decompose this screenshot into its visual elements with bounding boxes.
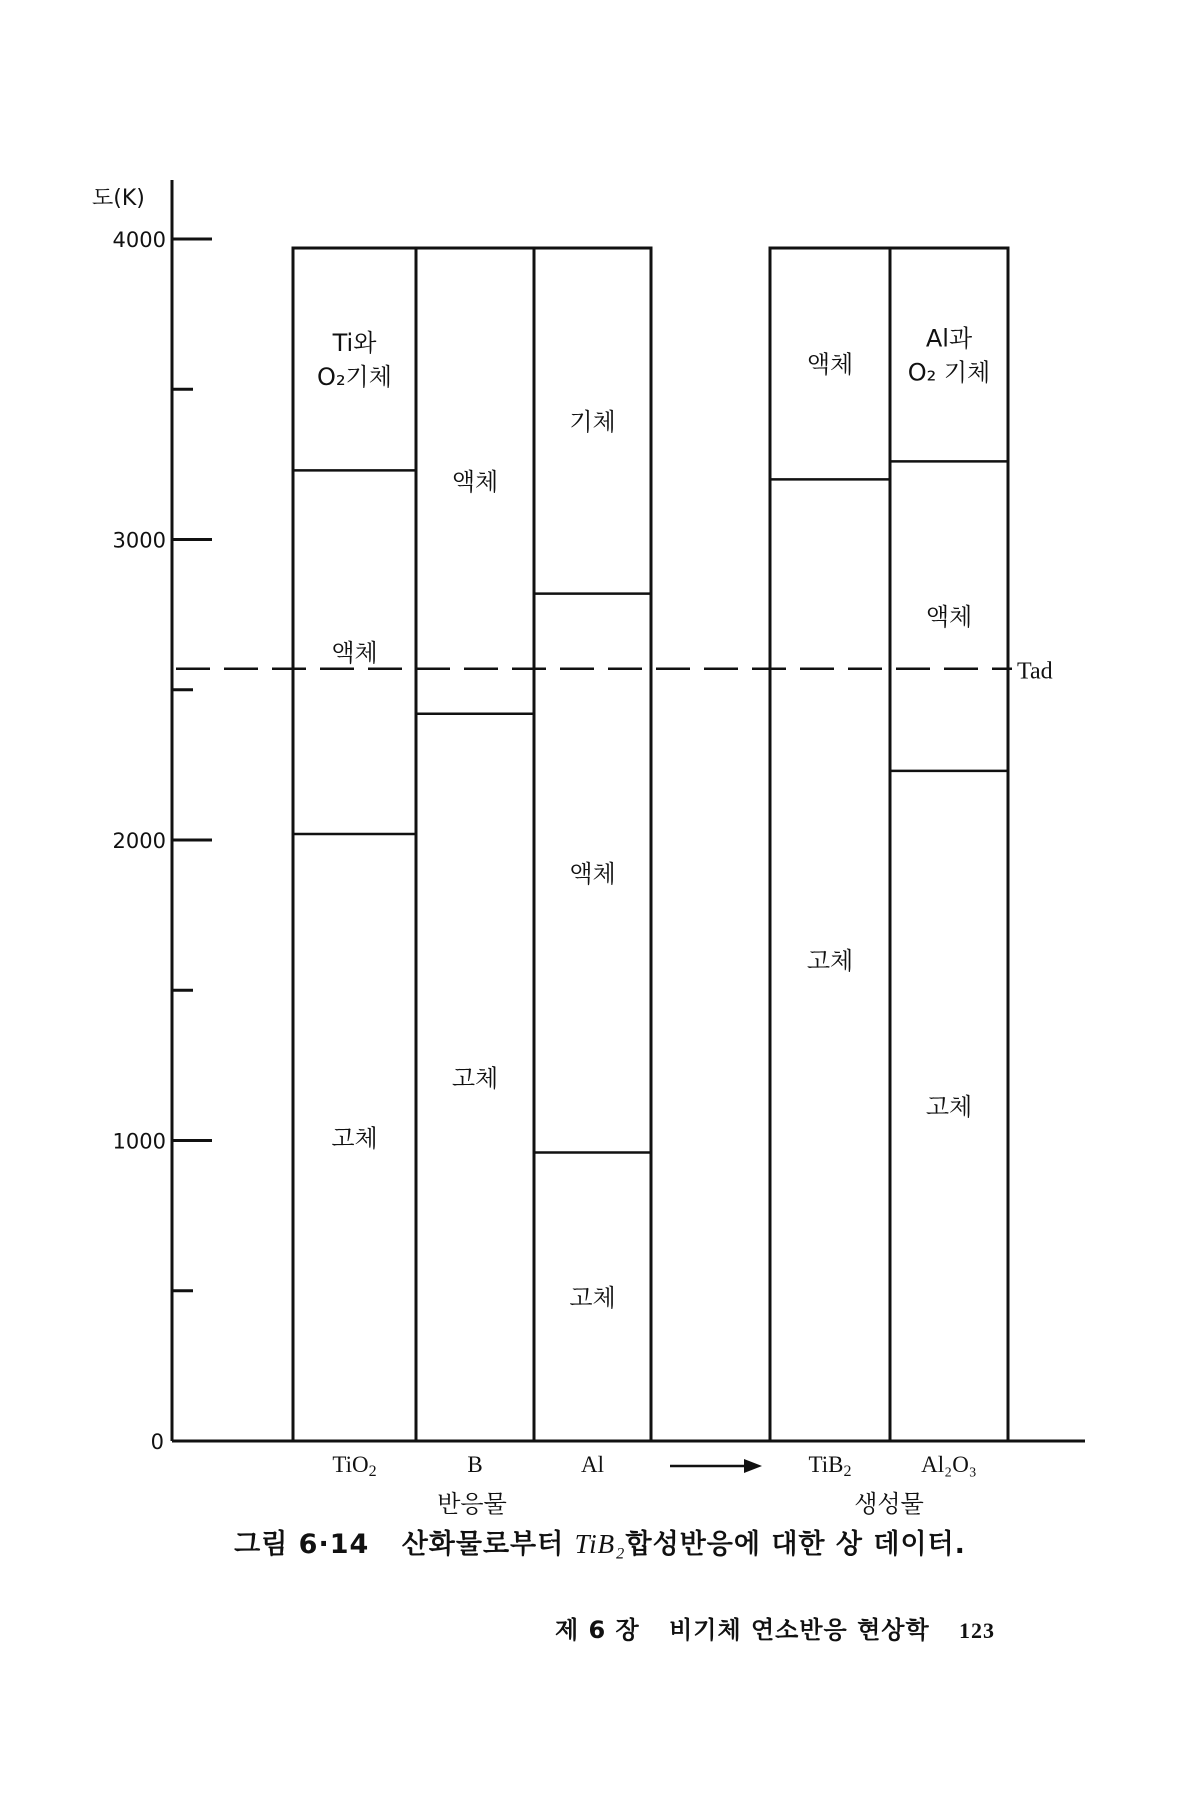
running-head [535, 1610, 995, 1645]
reference-line-label: Tad [1017, 658, 1053, 685]
y-tick-label: 0 [150, 1430, 164, 1454]
phase-label: 액체 [925, 603, 973, 632]
column-TiB2 [770, 248, 890, 1441]
caption-text-before: 산화물로부터 [401, 1529, 565, 1560]
figure-number: 그림 6·14 [234, 1529, 370, 1560]
column-labels [332, 1452, 976, 1518]
phase-label: Ti와 [332, 329, 377, 358]
phase-label: 액체 [569, 860, 616, 889]
column-label-B: B [467, 1452, 483, 1477]
phase-label: O₂기체 [317, 363, 392, 392]
column-TiO2 [293, 248, 416, 1441]
column-label-Al: Al [581, 1452, 604, 1477]
chapter-title: 비기체 연소반응 현상학 [669, 1616, 930, 1644]
column-label-Al2O3: Al₂O₃ [921, 1452, 977, 1477]
phase-label: 액체 [451, 467, 499, 496]
group-label: 반응물 [437, 1490, 507, 1518]
chapter-label: 제 6 장 [554, 1616, 640, 1644]
column-box [293, 248, 416, 1441]
reference-line-group [176, 659, 1053, 685]
y-tick-label: 4000 [112, 228, 166, 252]
phase-columns [293, 248, 1008, 1441]
y-tick-label: 3000 [112, 528, 166, 553]
column-label-TiB2: TiB2 [808, 1452, 852, 1480]
phase-label: 고체 [569, 1283, 616, 1312]
arrow-head-icon [744, 1459, 762, 1473]
column-box [770, 248, 890, 1441]
phase-label: 액체 [331, 639, 378, 668]
phase-label: 액체 [806, 350, 854, 379]
caption-compound: TiB₂ [574, 1529, 626, 1559]
phase-label: 고체 [806, 947, 854, 976]
column-label-TiO2: TiO2 [332, 1452, 377, 1480]
column-Al [534, 248, 651, 1441]
group-label: 생성물 [854, 1490, 924, 1518]
phase-label: 고체 [925, 1092, 973, 1121]
phase-label: Al과 [925, 324, 973, 353]
page-number: 123 [959, 1618, 995, 1643]
figure-caption [0, 1522, 1200, 1561]
phase-label: 기체 [569, 407, 616, 436]
y-tick-label: 1000 [112, 1129, 166, 1154]
caption-text-after: 합성반응에 대한 상 데이터. [625, 1529, 966, 1560]
y-tick-label: 2000 [112, 829, 166, 853]
y-axis-label: 도(K) [92, 186, 145, 211]
phase-label: 고체 [331, 1124, 378, 1153]
column-B [416, 248, 534, 1441]
phase-label: 고체 [451, 1064, 499, 1093]
phase-label: O₂ 기체 [907, 358, 991, 387]
column-Al2O3 [890, 248, 1008, 1441]
column-box [890, 248, 1008, 1441]
column-box [416, 248, 534, 1441]
